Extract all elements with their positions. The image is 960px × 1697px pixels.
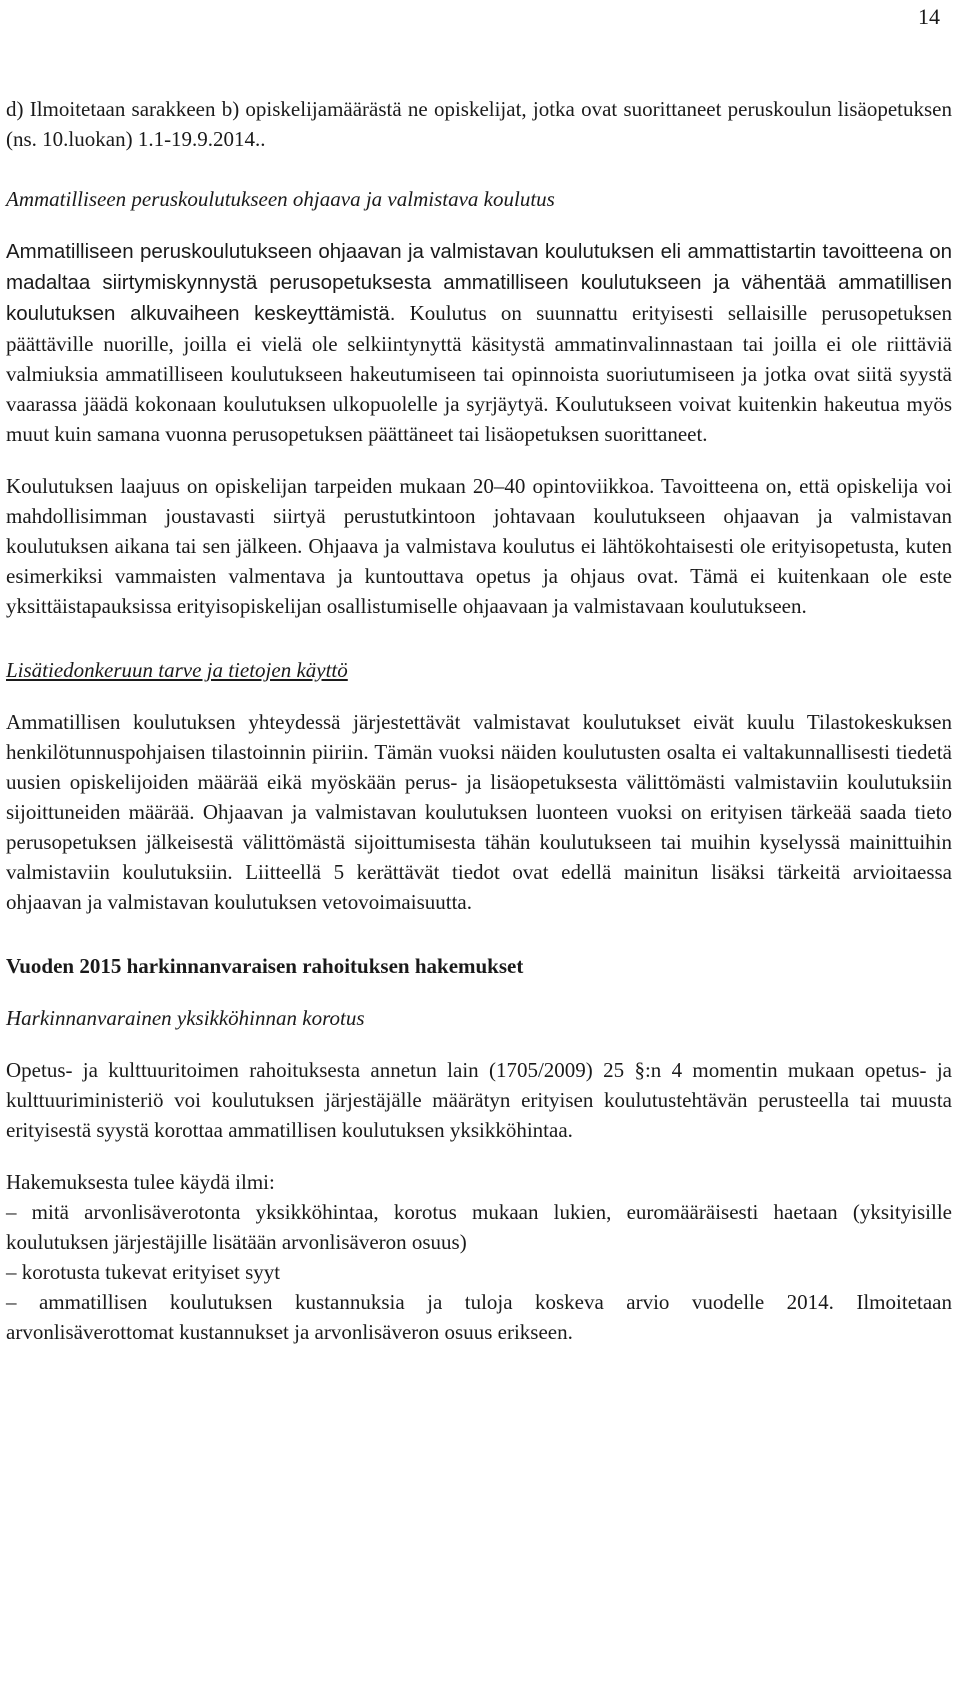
vocational-prep-sans-text: Ammatilliseen peruskoulutukseen ohjaavan ja valmistavan koulutuksen eli ammattistartin tavoitteena on madaltaa siirtymiskynnystä perusopetuksesta ammatilliseen koulutukseen ja vähentää ammatillisen koulutuksen alkuvaiheen keskeyttämistä. bbox=[6, 240, 952, 325]
list-item: – ammatillisen koulutuksen kustannuksia ja tuloja koskeva arvio vuodelle 2014. Ilmoitetaan arvonlisäverottomat kustannukset ja arvonlisäveron osuus erikseen. bbox=[6, 1290, 952, 1344]
document-body bbox=[6, 94, 952, 1347]
section-heading-funding-applications: Vuoden 2015 harkinnanvaraisen rahoituksen hakemukset bbox=[6, 954, 524, 978]
section-heading-vocational-prep: Ammatilliseen peruskoulutukseen ohjaava ja valmistava koulutus bbox=[6, 187, 555, 211]
section-heading-data-collection: Lisätiedonkeruun tarve ja tietojen käyttö bbox=[6, 658, 348, 682]
application-list-intro: Hakemuksesta tulee käydä ilmi: bbox=[6, 1170, 275, 1194]
subheading-unit-price-increase: Harkinnanvarainen yksikköhinnan korotus bbox=[6, 1006, 365, 1030]
vocational-prep-serif-text: Koulutus on suunnattu erityisesti sellaisille perusopetuksen päättäville nuorille, joilla ei vielä ole selkiintynyttä käsitystä ammatinvalinnastaan tai joilla ei ole riittäviä valmiuksia ammatilliseen koulutukseen hakeutumiseen tai opinnoista suoriutumiseen ja jotka ovat siitä syystä vaarassa jäädä kokonaan koulutuksen ulkopuolelle ja syrjäytyä. Koulutukseen voivat kuitenkin hakeutua myös muut kuin samana vuonna perusopetuksen päättäneet tai lisäopetuksen suorittaneet. bbox=[6, 301, 952, 446]
application-requirements-list bbox=[6, 1197, 952, 1347]
item-d-paragraph: d) Ilmoitetaan sarakkeen b) opiskelijamäärästä ne opiskelijat, jotka ovat suorittaneet peruskoulun lisäopetuksen (ns. 10.luokan) 1.1-19.9.2014.. bbox=[6, 97, 952, 151]
course-scope-paragraph: Koulutuksen laajuus on opiskelijan tarpeiden mukaan 20–40 opintoviikkoa. Tavoitteena on, että opiskelija voi mahdollisimman joustavasti siirtyä perustutkintoon johtavaan koulutukseen ohjaavan ja valmistavan koulutuksen aikana tai sen jälkeen. Ohjaava ja valmistava koulutus ei lähtökohtaisesti ole erityisopetusta, kuten esimerkiksi vammaisten valmentava ja kuntouttava opetus ja ohjaus ovat. Tämä ei kuitenkaan ole este yksittäistapauksissa erityisopiskelijan osallistumiselle ohjaavaan ja valmistavaan koulutukseen. bbox=[6, 474, 952, 618]
data-collection-paragraph: Ammatillisen koulutuksen yhteydessä järjestettävät valmistavat koulutukset eivät kuulu Tilastokeskuksen henkilötunnuspohjaisen tilastoinnin piiriin. Tämän vuoksi näiden koulutusten osalta ei valtakunnallisesti tiedetä uusien opiskelijoiden määrää eikä myöskään perus- ja lisäopetuksesta välittömästi valmistaviin koulutuksiin sijoittuneiden määrää. Ohjaavan ja valmistavan koulutuksen luonteen vuoksi on erityisen tärkeää saada tieto perusopetuksen jälkeisestä välittömästä sijoittumisesta tähän koulutukseen tai muihin kyselyssä mainittuihin valmistaviin koulutuksiin. Liitteellä 5 kerättävät tiedot ovat edellä mainitun lisäksi tärkeitä arvioitaessa ohjaavan ja valmistavan koulutuksen vetovoimaisuutta. bbox=[6, 710, 952, 914]
list-item: – mitä arvonlisäverotonta yksikköhintaa, korotus mukaan lukien, euromääräisesti haetaan (yksityisille koulutuksen järjestäjille lisätään arvonlisäveron osuus) bbox=[6, 1200, 952, 1254]
list-item: – korotusta tukevat erityiset syyt bbox=[6, 1260, 281, 1284]
unit-price-paragraph: Opetus- ja kulttuuritoimen rahoituksesta annetun lain (1705/2009) 25 §:n 4 momentin mukaan opetus- ja kulttuuriministeriö voi koulutuksen järjestäjälle määrätyn erityisen koulutustehtävän perusteella tai muusta erityisestä syystä korottaa ammatillisen koulutuksen yksikköhintaa. bbox=[6, 1058, 952, 1142]
page-number: 14 bbox=[918, 4, 940, 29]
vocational-prep-paragraph bbox=[6, 236, 952, 449]
